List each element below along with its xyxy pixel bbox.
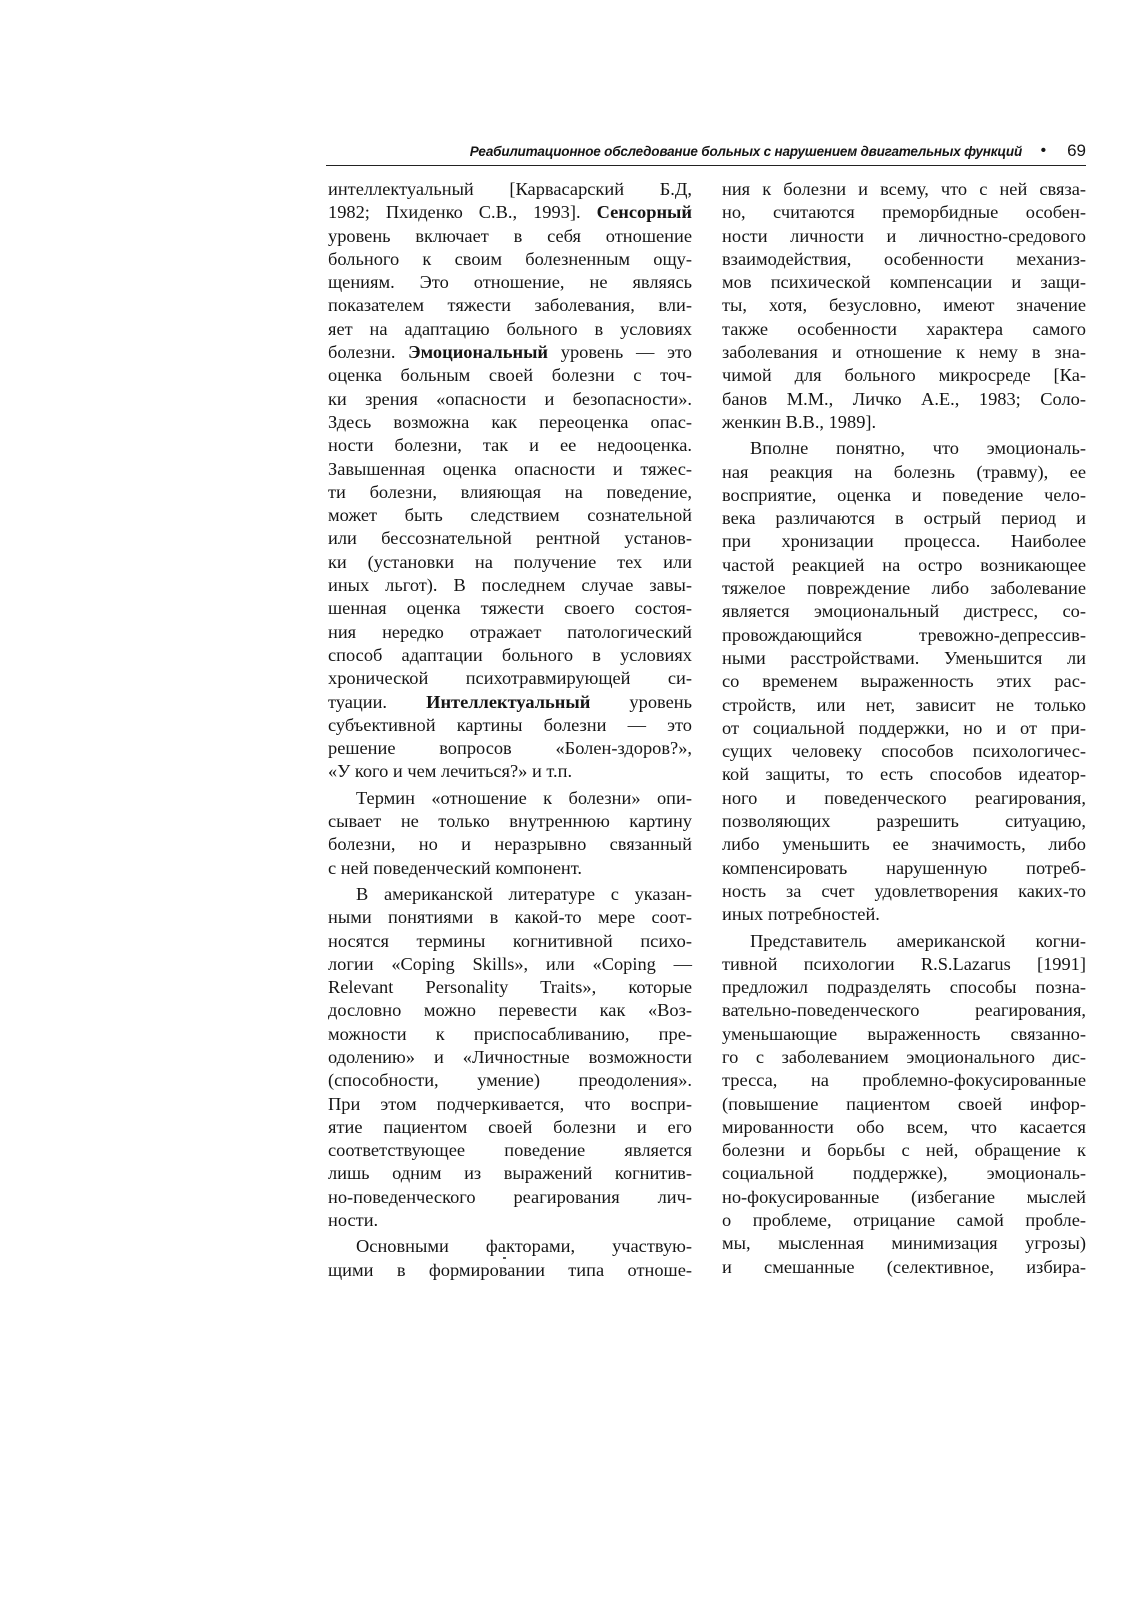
paragraph-first-line: Представитель американской когни- — [750, 930, 1086, 951]
text-line: ния к болезни и всему, что с ней связа- — [722, 179, 1086, 199]
text-line: болезни. Эмоциональный уровень — это — [328, 342, 692, 363]
text-line: ными расстройствами. Уменьшится ли — [722, 647, 1086, 668]
text-line: болезни, но и неразрывно связанный — [328, 834, 692, 855]
text-line: можности к приспосабливанию, пре- — [328, 1023, 692, 1044]
paragraph-first-line: Термин «отношение к болезни» опи- — [356, 787, 692, 808]
text-line: кой защиты, то есть способов идеатор- — [722, 764, 1086, 785]
text-line: яет на адаптацию больного в условиях — [328, 318, 692, 339]
text-line: ная реакция на болезнь (травму), ее — [722, 461, 1086, 482]
text-line: лишь одним из выражений когнитив- — [328, 1163, 692, 1184]
text-line: (повышение пациентом своей инфор- — [722, 1093, 1086, 1114]
bullet-separator: • — [1040, 142, 1046, 159]
text-line: щими в формировании типа отноше- — [328, 1259, 692, 1280]
text-line: сущих человеку способов психологичес- — [722, 741, 1086, 762]
text-line: показателем тяжести заболевания, вли- — [328, 295, 692, 316]
text-line: уменьшающие выраженность связанно- — [722, 1023, 1086, 1044]
text-line: «У кого и чем лечиться?» и т.п. — [328, 761, 573, 782]
paragraph-first-line: В американской литературе с указан- — [356, 883, 692, 904]
text-line: о проблеме, отрицание самой пробле- — [722, 1210, 1086, 1231]
text-line: либо уменьшить ее значимость, либо — [722, 834, 1086, 855]
text-line: от социальной поддержки, но и от при- — [722, 717, 1086, 738]
text-line: При этом подчеркивается, что воспри- — [328, 1093, 692, 1114]
text-line: способ адаптации больного в условиях — [328, 644, 692, 665]
text-line: или бессознательной рентной установ- — [328, 528, 692, 549]
text-line: иных льгот). В последнем случае завы- — [328, 575, 692, 596]
text-line: носятся термины когнитивной психо- — [328, 930, 692, 951]
text-line: при хронизации процесса. Наиболее — [722, 531, 1086, 552]
bold-term-emotional: Эмоциональный — [408, 342, 549, 363]
text-line: ния нередко отражает патологический — [328, 621, 692, 642]
bold-term-sensory: Сенсорный — [596, 202, 692, 223]
text-line: мов психической компенсации и защи- — [722, 272, 1086, 293]
text-line: заболевания и отношение к нему в зна- — [722, 342, 1086, 363]
text-line: со временем выраженность этих рас- — [722, 671, 1086, 692]
text-line: болезни и борьбы с ней, обращение к — [722, 1140, 1086, 1161]
text-line: субъективной картины болезни — это — [328, 714, 692, 735]
text-line: чимой для больного микросреде [Ка- — [722, 365, 1086, 386]
text-line: Завышенная оценка опасности и тяжес- — [328, 458, 692, 479]
running-header — [326, 141, 1086, 166]
text-line: мированности обо всем, что касается — [722, 1116, 1086, 1137]
text-line: вательно-поведенческого реагирования, — [722, 1000, 1086, 1021]
text-line: сывает не только внутреннюю картину — [328, 811, 692, 832]
text-line: щениям. Это отношение, не являясь — [328, 272, 692, 293]
text-line: больного к своим болезненным ощу- — [328, 248, 692, 269]
text-line: хронической психотравмирующей си- — [328, 668, 692, 689]
text-line: ки (установки на получение тех или — [328, 551, 692, 572]
text-line: провождающийся тревожно-депрессив- — [722, 624, 1086, 645]
text-line: дословно можно перевести как «Воз- — [328, 1000, 692, 1021]
text-line: ятие пациентом своей болезни и его — [328, 1116, 692, 1137]
text-line: интеллектуальный [Карвасарский Б.Д, — [328, 179, 692, 199]
text-line: шенная оценка тяжести своего состоя- — [328, 598, 692, 619]
text-line: является эмоциональный дистресс, со- — [722, 601, 1086, 622]
text-line: (способности, умение) преодоления». — [328, 1070, 692, 1091]
text-line: века различаются в острый период и — [722, 508, 1086, 529]
text-line: предложил подразделять способы позна- — [722, 977, 1086, 998]
text-line: но-фокусированные (избегание мыслей — [722, 1186, 1086, 1207]
text-line: оценка больным своей болезни с точ- — [328, 365, 692, 386]
text-line: позволяющих разрешить ситуацию, — [722, 811, 1086, 832]
text-line: тяжелое повреждение либо заболевание — [722, 578, 1086, 599]
text-line: стройств, или нет, зависит не только — [722, 694, 1086, 715]
text-line: взаимодействия, особенности механиз- — [722, 248, 1086, 269]
text-line: с ней поведенческий компонент. — [328, 857, 582, 878]
page-number: 69 — [1067, 141, 1086, 160]
text-line: соответствующее поведение является — [328, 1140, 692, 1161]
text-line: тивной психологии R.S.Lazarus [1991] — [722, 953, 1086, 974]
text-line: социальной поддержке), эмоциональ- — [722, 1163, 1086, 1184]
text-line: банов М.М., Личко А.Е., 1983; Соло- — [722, 388, 1086, 409]
text-line: также особенности характера самого — [722, 318, 1086, 339]
text-line: ности. — [328, 1210, 379, 1231]
text-line: компенсировать нарушенную потреб- — [722, 857, 1086, 878]
paragraph-first-line: Основными факторами, участвую- — [356, 1236, 692, 1257]
text-line: ты, хотя, безусловно, имеют значение — [722, 295, 1086, 316]
text-line: туации. Интеллектуальный уровень — [328, 691, 692, 712]
text-line: логии «Coping Skills», или «Coping — — [328, 953, 692, 974]
text-line: ности болезни, так и ее недооценка. — [328, 435, 692, 456]
text-line: ти болезни, влияющая на поведение, — [328, 481, 692, 502]
text-line: ными понятиями в какой-то мере соот- — [328, 907, 692, 928]
text-line: может быть следствием сознательной — [328, 505, 692, 526]
text-line: одолению» и «Личностные возможности — [328, 1046, 692, 1067]
running-title: Реабилитационное обследование больных с нарушением двигательных функций — [469, 144, 1022, 159]
text-line: но, считаются преморбидные особен- — [722, 202, 1086, 223]
text-line: но-поведенческого реагирования лич- — [328, 1186, 692, 1207]
text-line: го с заболеванием эмоционального дис- — [722, 1046, 1086, 1067]
text-line: ность за счет удовлетворения каких-то — [722, 880, 1086, 901]
text-line: уровень включает в себя отношение — [328, 225, 692, 246]
text-line: мы, мысленная минимизация угрозы) — [722, 1233, 1086, 1254]
text-line: ного и поведенческого реагирования, — [722, 787, 1086, 808]
text-line: женкин В.В., 1989]. — [722, 411, 877, 432]
right-text-column — [722, 178, 1086, 1279]
text-line: Relevant Personality Traits», которые — [328, 977, 692, 998]
text-line: ности личности и личностно-средового — [722, 225, 1086, 246]
text-line: частой реакцией на остро возникающее — [722, 554, 1086, 575]
text-line: ки зрения «опасности и безопасности». — [328, 388, 692, 409]
text-line: решение вопросов «Болен-здоров?», — [328, 738, 692, 759]
scan-speck — [503, 1257, 506, 1259]
text-line: восприятие, оценка и поведение чело- — [722, 484, 1086, 505]
text-line: Здесь возможна как переоценка опас- — [328, 411, 692, 432]
left-text-column — [328, 178, 692, 1282]
text-line: иных потребностей. — [722, 904, 880, 925]
text-line: и смешанные (селективное, избира- — [722, 1256, 1086, 1277]
text-line: 1982; Пхиденко С.В., 1993]. Сенсорный — [328, 202, 692, 223]
text-line: тресса, на проблемно-фокусированные — [722, 1070, 1086, 1091]
bold-term-intellectual: Интеллектуальный — [426, 691, 591, 712]
paragraph-first-line: Вполне понятно, что эмоциональ- — [750, 438, 1086, 459]
